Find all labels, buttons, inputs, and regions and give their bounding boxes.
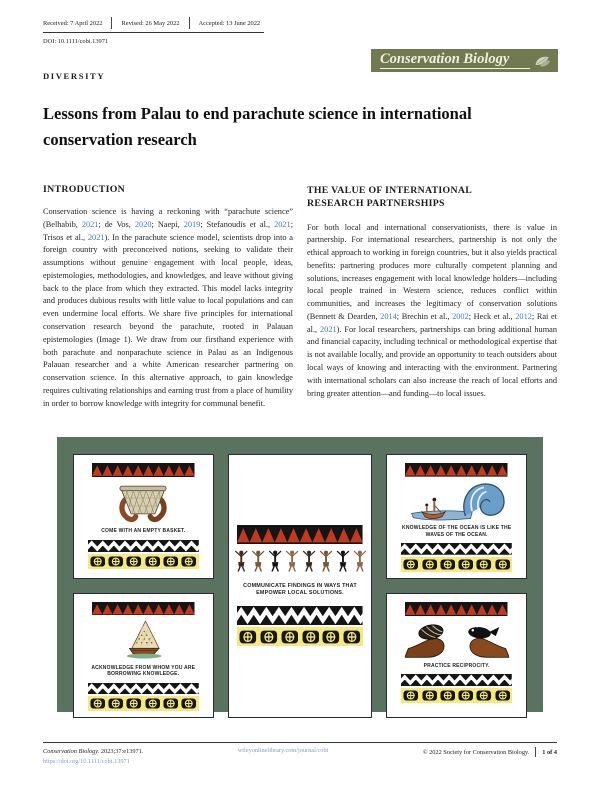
panel-caption: KNOWLEDGE OF THE OCEAN IS LIKE THE WAVES OF THE OCEAN. <box>402 525 512 538</box>
citation-link[interactable]: 2020 <box>134 219 152 229</box>
figure-right-column <box>386 454 527 718</box>
figure-left-column <box>73 454 214 718</box>
citation-link[interactable]: 2014 <box>380 311 397 321</box>
palauan-money-icon <box>126 556 141 567</box>
citation-link[interactable]: 2012 <box>515 311 532 321</box>
basket-illustration <box>74 477 213 527</box>
page-footer <box>43 742 557 767</box>
text-run: ; Rai et al., <box>307 311 557 334</box>
citation-link[interactable]: 2021 <box>81 219 99 229</box>
zigzag-band-red-icon <box>405 463 508 477</box>
zigzag-band-white-icon <box>401 543 512 555</box>
header-rule <box>43 32 264 33</box>
money-bead-row <box>237 627 363 646</box>
footer-copyright: © 2022 Society for Conservation Biology. <box>422 748 530 756</box>
zigzag-band-red-icon <box>237 525 363 544</box>
palauan-money-icon <box>90 698 105 709</box>
palauan-money-icon <box>458 559 473 570</box>
basket-in-hands-icon <box>110 480 176 524</box>
accepted-date: Accepted: 13 June 2022 <box>198 19 261 27</box>
zigzag-band-red-icon <box>92 463 195 477</box>
palauan-money-icon <box>281 630 299 644</box>
palauan-money-icon <box>476 690 491 701</box>
left-column <box>43 184 293 410</box>
citation-link[interactable]: 2021 <box>87 232 105 242</box>
zigzag-band-white-icon <box>237 606 363 625</box>
text-run: Conservation science is having a reckoning with “parachute science” (Belhabib, <box>43 207 293 229</box>
figure-center-column <box>228 454 373 718</box>
palauan-money-icon <box>476 559 491 570</box>
figure-panel-reciprocity <box>386 593 527 718</box>
section-heading-introduction: INTRODUCTION <box>43 184 125 196</box>
body-columns <box>43 184 557 410</box>
figure-image-1 <box>57 437 543 712</box>
value-paragraph <box>307 222 557 401</box>
palauan-money-icon <box>108 556 123 567</box>
palauan-money-icon <box>90 556 105 567</box>
dancers-illustration <box>229 544 372 577</box>
citation-link[interactable]: 2019 <box>183 219 201 229</box>
page-number: 1 of 4 <box>542 748 557 756</box>
palauan-money-icon <box>440 690 455 701</box>
introduction-paragraph <box>43 206 293 410</box>
zigzag-band-white-icon <box>88 540 199 552</box>
figure-panel-dancers <box>228 454 373 718</box>
money-bead-row <box>88 696 199 710</box>
received-date: Received: 7 April 2022 <box>43 19 103 27</box>
divider <box>111 17 112 29</box>
sailboat-illustration <box>74 615 213 663</box>
palauan-money-icon <box>302 630 320 644</box>
money-bead-row <box>401 688 512 703</box>
zigzag-band-red-icon <box>92 602 195 615</box>
money-bead-row <box>401 557 512 572</box>
divider <box>535 747 536 757</box>
citation-link[interactable]: 2021 <box>274 219 291 229</box>
palauan-money-icon <box>145 698 160 709</box>
palauan-money-icon <box>495 559 510 570</box>
money-bead-row <box>88 554 199 569</box>
panel-caption: COMMUNICATE FINDINGS IN WAYS THAT EMPOWER LOCAL SOLUTIONS. <box>243 583 357 597</box>
footer-citation: 2023;37:e13971. <box>99 748 144 755</box>
footer-copyright-block <box>423 747 557 757</box>
text-run: ; Stefanoudis et al., <box>200 219 275 229</box>
palauan-money-icon <box>260 630 278 644</box>
palauan-money-icon <box>181 556 196 567</box>
revised-date: Revised: 26 May 2022 <box>121 19 180 27</box>
wave-illustration <box>387 477 526 524</box>
citation-link[interactable]: 2021 <box>320 324 337 334</box>
figure-panel-sailboat <box>73 593 214 718</box>
palauan-money-icon <box>181 698 196 709</box>
panel-caption: COME WITH AN EMPTY BASKET. <box>101 528 186 534</box>
text-run: ). In the parachute science model, scientists drop into a foreign country with preconceived notions, seeking to validate their assumptions without genuine engagement with local people, ideas, epistemologies, methodologies, and knowledges, and leave without giving back to the place from which they extracted. This model lacks integrity and produces dubious results with little value to local populations and can even undermine local efforts. We share five principles for international conservation research beyond the parachute, rooted in Palauan epistemologies (Image 1). We draw from our firsthand experience with both parachute and nonparachute science in Palau as an Indigenous Palauan researcher and a white American researcher partnering on conservation science. In this alternative approach, to gain knowledge requires cultivating relationships and earning trust from a place of humility in order to borrow knowledge with integrity for communal benefit. <box>43 232 293 408</box>
palauan-money-icon <box>126 698 141 709</box>
article-title: Lessons from Palau to end parachute science in international conservation research <box>43 104 472 149</box>
citation-link[interactable]: 2002 <box>452 311 469 321</box>
section-heading-value: THE VALUE OF INTERNATIONAL RESEARCH PARTNERSHIPS <box>307 185 472 210</box>
journal-logo <box>371 49 558 72</box>
palauan-money-icon <box>440 559 455 570</box>
manuscript-dates <box>43 17 557 29</box>
zigzag-band-white-icon <box>401 674 512 686</box>
right-column <box>307 184 557 410</box>
leaf-icon <box>534 54 551 68</box>
palauan-money-icon <box>145 556 160 567</box>
palauan-money-icon <box>403 690 418 701</box>
reciprocity-illustration <box>387 616 526 662</box>
palauan-money-icon <box>239 630 257 644</box>
zigzag-band-white-icon <box>88 683 199 695</box>
article-type-label: DIVERSITY <box>43 71 106 81</box>
palauan-money-icon <box>108 698 123 709</box>
palauan-money-icon <box>495 690 510 701</box>
text-run: ; Heck et al., <box>468 311 516 321</box>
palauan-money-icon <box>163 698 178 709</box>
figure-panel-basket <box>73 454 214 579</box>
figure-panel-wave <box>386 454 527 579</box>
hands-taro-fish-icon <box>402 619 512 659</box>
panel-caption: ACKNOWLEDGE FROM WHOM YOU ARE BORROWING KNOWLEDGE. <box>91 664 196 678</box>
palauan-money-icon <box>422 559 437 570</box>
text-run: ; Trisos et al., <box>43 219 293 242</box>
palauan-money-icon <box>422 690 437 701</box>
sailing-canoe-icon <box>112 617 174 661</box>
panel-caption: PRACTICE RECIPROCITY. <box>423 662 490 669</box>
palauan-money-icon <box>163 556 178 567</box>
text-run: ; Brechin et al., <box>396 311 453 321</box>
ocean-wave-canoe-icon <box>401 479 513 521</box>
journal-logo-text: Conservation Biology <box>380 52 530 69</box>
text-run: ). For local researchers, partnerships can bring additional human and financial capacity, including technical or methodological expertise that is not available locally, and provide an opportunity to teach outsiders about local ways of knowing and interacting with the environment. Partnering with international scholars can also increase the reach of local efforts and bring greater attention—and funding—to local issues. <box>307 324 557 398</box>
palauan-money-icon <box>322 630 340 644</box>
footer-site-link[interactable]: wileyonlinelibrary.com/journal/cobi <box>237 747 329 754</box>
text-run: For both local and international conservationists, there is value in partnership. For international researchers, partnership is not only the ethical approach to working in foreign countries, but it also yields practical benefits: partnering produces more culturally competent planning and solutions, increases engagement with local knowledge holders—including local people trained in Western science, reduces conflict within communities, and increases the legitimacy of conservation solutions (Bennett & Dearden, <box>307 222 557 321</box>
footer-journal-name: Conservation Biology. <box>43 748 100 755</box>
palauan-money-icon <box>458 690 473 701</box>
divider <box>189 17 190 29</box>
palauan-money-icon <box>403 559 418 570</box>
palauan-money-icon <box>343 630 361 644</box>
zigzag-band-red-icon <box>405 602 508 616</box>
text-run: ; Naepi, <box>151 219 184 229</box>
footer-citation-block <box>43 747 143 767</box>
footer-doi-link[interactable]: https://doi.org/10.1111/cobi.13971 <box>43 758 130 766</box>
dancers-icon <box>233 547 367 574</box>
doi-line: DOI: 10.1111/cobi.13971 <box>43 38 109 45</box>
text-run: ; de Vos, <box>98 219 135 229</box>
